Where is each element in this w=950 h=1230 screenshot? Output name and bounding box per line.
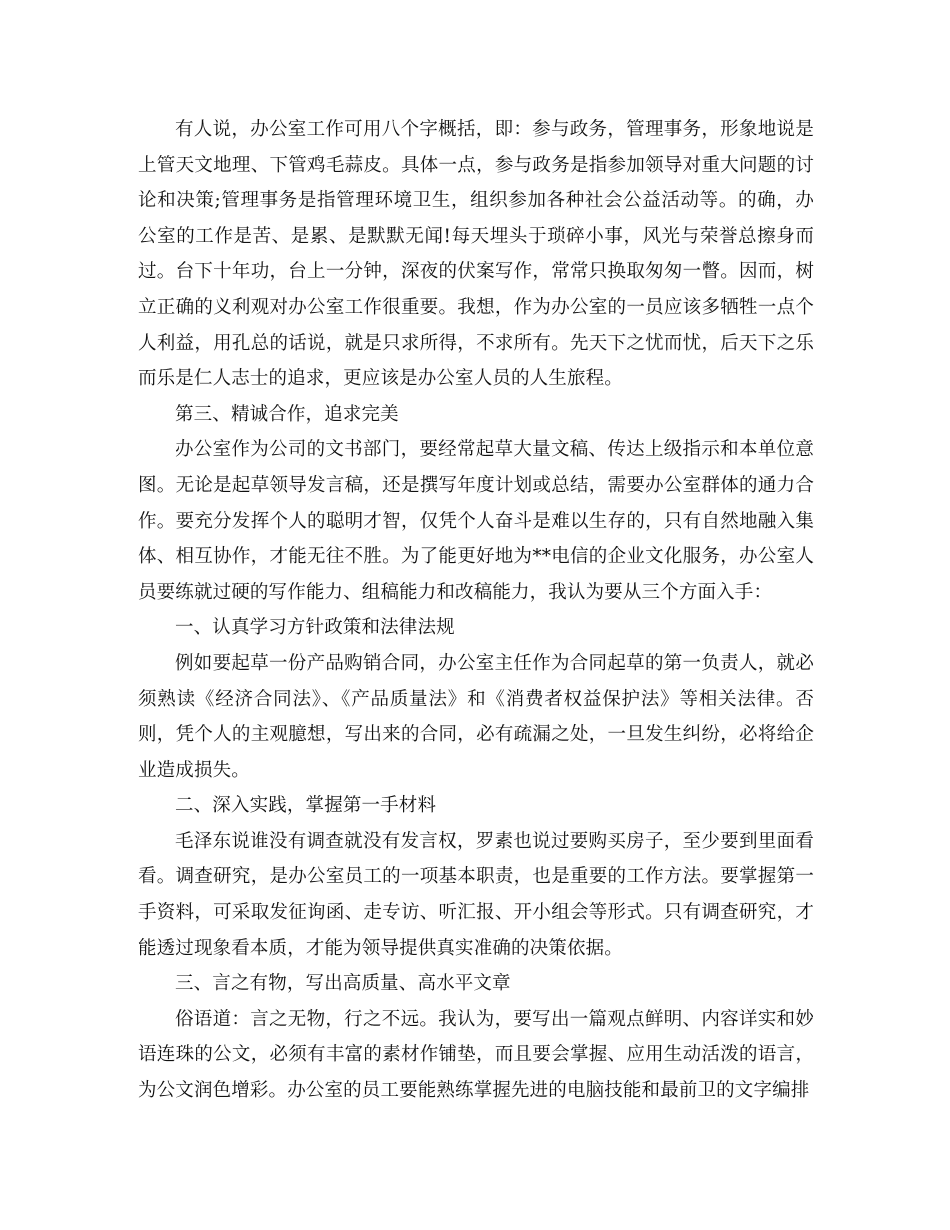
document-body xyxy=(138,112,814,1109)
paragraph-cooperation: 办公室作为公司的文书部门，要经常起草大量文稿、传达上级指示和本单位意图。无论是起草领导发言稿，还是撰写年度计划或总结，需要办公室群体的通力合作。要充分发挥个人的聪明才智，仅凭个人奋斗是难以生存的，只有自然地融入集体、相互协作，才能无往不胜。为了能更好地为**电信的企业文化服务，办公室人员要练就过硬的写作能力、组稿能力和改稿能力，我认为要从三个方面入手： xyxy=(138,439,814,603)
paragraph-investigation: 毛泽东说谁没有调查就没有发言权，罗素也说过要购买房子，至少要到里面看看。调查研究，是办公室员工的一项基本职责，也是重要的工作方法。要掌握第一手资料，可采取发征询函、走专访、听汇报、开小组会等形式。只有调查研究，才能透过现象看本质，才能为领导提供真实准确的决策依据。 xyxy=(138,830,814,959)
paragraph-office-work: 有人说，办公室工作可用八个字概括，即：参与政务，管理事务，形象地说是上管天文地理、下管鸡毛蒜皮。具体一点，参与政务是指参加领导对重大问题的讨论和决策;管理事务是指管理环境卫生，组织参加各种社会公益活动等。的确，办公室的工作是苦、是累、是默默无闻!每天埋头于琐碎小事，风光与荣誉总擦身而过。台下十年功，台上一分钟，深夜的伏案写作，常常只换取匆匆一瞥。因而，树立正确的义利观对办公室工作很重要。我想，作为办公室的一员应该多牺牲一点个人利益，用孔总的话说，就是只求所得，不求所有。先天下之忧而忧，后天下之乐而乐是仁人志士的追求，更应该是办公室人员的人生旅程。 xyxy=(138,119,814,390)
paragraph-contract-example: 例如要起草一份产品购销合同，办公室主任作为合同起草的第一负责人，就必须熟读《经济合同法》、《产品质量法》和《消费者权益保护法》等相关法律。否则，凭个人的主观臆想，写出来的合同，必有疏漏之处，一旦发生纠纷，必将给企业造成损失。 xyxy=(138,652,814,781)
subheading-study-policy: 一、认真学习方针政策和法律法规 xyxy=(175,617,455,639)
paragraph-writing-skills: 俗语道：言之无物，行之不远。我认为，要写出一篇观点鲜明、内容详实和妙语连珠的公文，必须有丰富的素材作铺垫，而且要会掌握、应用生动活泼的语言，为公文润色增彩。办公室的员工要能熟练掌握先进的电脑技能和最前卫的文字编排 xyxy=(138,1008,814,1102)
subheading-practice: 二、深入实践，掌握第一手材料 xyxy=(175,795,437,817)
subheading-quality-writing: 三、言之有物，写出高质量、高水平文章 xyxy=(175,973,511,995)
section-heading-cooperation: 第三、精诚合作，追求完美 xyxy=(175,403,399,425)
